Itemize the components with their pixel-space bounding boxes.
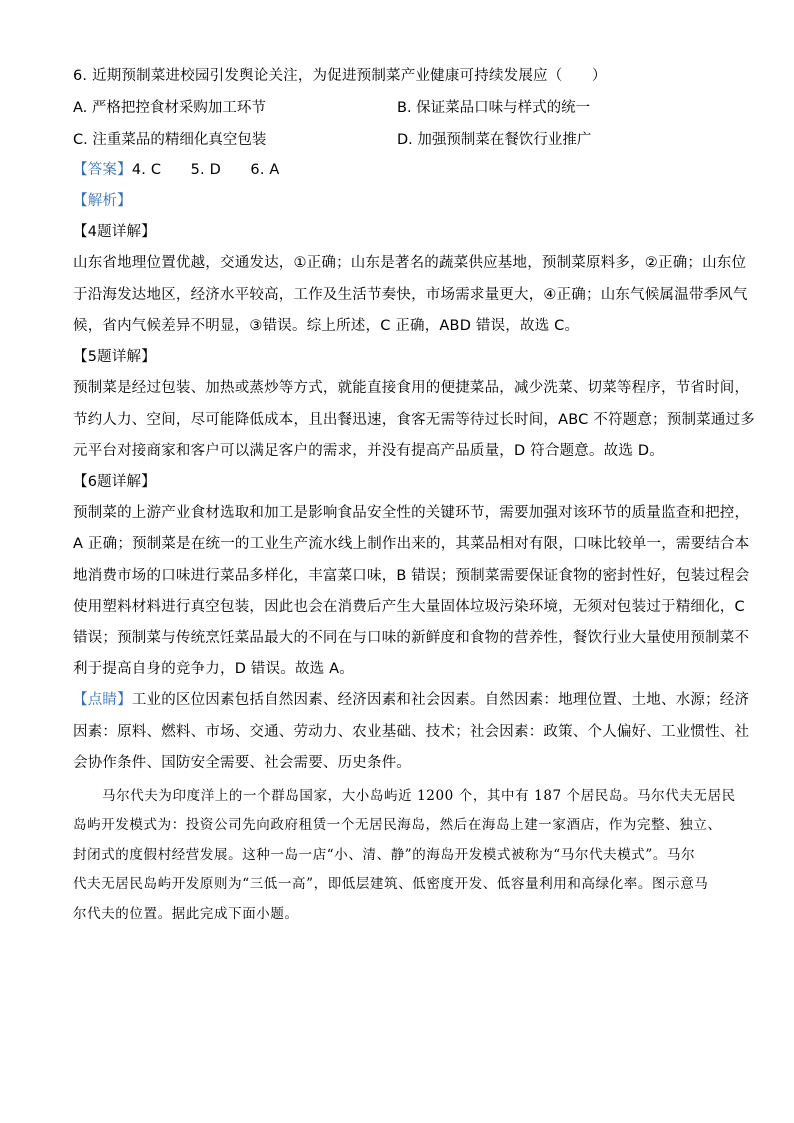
detail-4-line: 候，省内气候差异不明显，③错误。综上所述，C 正确，ABD 错误，故选 C。 (73, 318, 580, 334)
detail-6-line: A 正确；预制菜是在统一的工业生产流水线上制作出来的，其菜品相对有限，口味比较单一，需要结合本 (73, 536, 750, 552)
material-line: 封闭式的度假村经营发展。这种一岛一店“小、清、静”的海岛开发模式被称为“马尔代夫模式”。马尔 (73, 847, 696, 863)
answer-text: 4. C 5. D 6. A (131, 162, 280, 178)
analysis-label: 【解析】 (73, 193, 132, 209)
option-b: B. 保证菜品口味与样式的统一 (397, 100, 591, 116)
answer-line (73, 160, 723, 180)
option-d: D. 加强预制菜在餐饮行业推广 (397, 132, 592, 148)
comment-line: 因素：原料、燃料、市场、交通、劳动力、农业基础、技术；社会因素：政策、个人偏好、工业惯性、社 (73, 724, 750, 740)
material-line: 代夫无居民岛屿开发原则为“三低一高”，即低层建筑、低密度开发、低容量利用和高绿化率。图示意马 (73, 876, 709, 892)
detail-6-line: 利于提高自身的竞争力，D 错误。故选 A。 (73, 661, 355, 677)
detail-6-line: 地消费市场的口味进行菜品多样化，丰富菜口味，B 错误；预制菜需要保证食物的密封性好，包装过程会 (73, 568, 750, 584)
comment-label: 【点睛】 (73, 692, 132, 708)
option-a: A. 严格把控食材采购加工环节 (73, 100, 266, 116)
option-c: C. 注重菜品的精细化真空包装 (73, 132, 267, 148)
question-6-stem: 6. 近期预制菜进校园引发舆论关注，为促进预制菜产业健康可持续发展应（ ） (73, 68, 607, 84)
material-line: 马尔代夫为印度洋上的一个群岛国家，大小岛屿近 1200 个，其中有 187 个居民岛。马尔代夫无居民 (102, 788, 736, 804)
detail-6-line: 错误；预制菜与传统烹饪菜品最大的不同在与口味的新鲜度和食物的营养性，餐饮行业大量使用预制菜不 (73, 630, 750, 646)
detail-6-heading: 【6题详解】 (73, 474, 156, 490)
detail-4-heading: 【4题详解】 (73, 224, 156, 240)
detail-5-heading: 【5题详解】 (73, 349, 156, 365)
detail-6-line: 使用塑料材料进行真空包装，因此也会在消费后产生大量固体垃圾污染环境，无须对包装过于精细化，C (73, 599, 745, 615)
material-line: 尔代夫的位置。据此完成下面小题。 (73, 906, 299, 922)
detail-4-line: 山东省地理位置优越，交通发达，①正确；山东是著名的蔬菜供应基地，预制菜原料多，②正确；山东位 (73, 255, 747, 271)
comment-text: 工业的区位因素包括自然因素、经济因素和社会因素。自然因素：地理位置、土地、水源；经济 (131, 692, 750, 708)
answer-label: 【答案】 (73, 162, 132, 178)
comment-line (73, 690, 750, 710)
detail-6-line: 预制菜的上游产业食材选取和加工是影响食品安全性的关键环节，需要加强对该环节的质量监查和把控， (73, 505, 750, 521)
detail-5-line: 元平台对接商家和客户可以满足客户的需求，并没有提高产品质量，D 符合题意。故选 D。 (73, 443, 664, 459)
material-line: 岛屿开发模式为：投资公司先向政府租赁一个无居民海岛，然后在海岛上建一家酒店，作为完整、独立、 (73, 817, 722, 833)
detail-5-line: 节约人力、空间，尽可能降低成本，且出餐迅速，食客无需等待过长时间，ABC 不符题意；预制菜通过多 (73, 412, 755, 428)
detail-5-line: 预制菜是经过包装、加热或蒸炒等方式，就能直接食用的便捷菜品，减少洗菜、切菜等程序，节省时间， (73, 380, 750, 396)
detail-4-line: 于沿海发达地区，经济水平较高，工作及生活节奏快，市场需求量更大，④正确；山东气候属温带季风气 (73, 287, 748, 303)
comment-line: 会协作条件、国防安全需要、社会需要、历史条件。 (73, 755, 412, 771)
